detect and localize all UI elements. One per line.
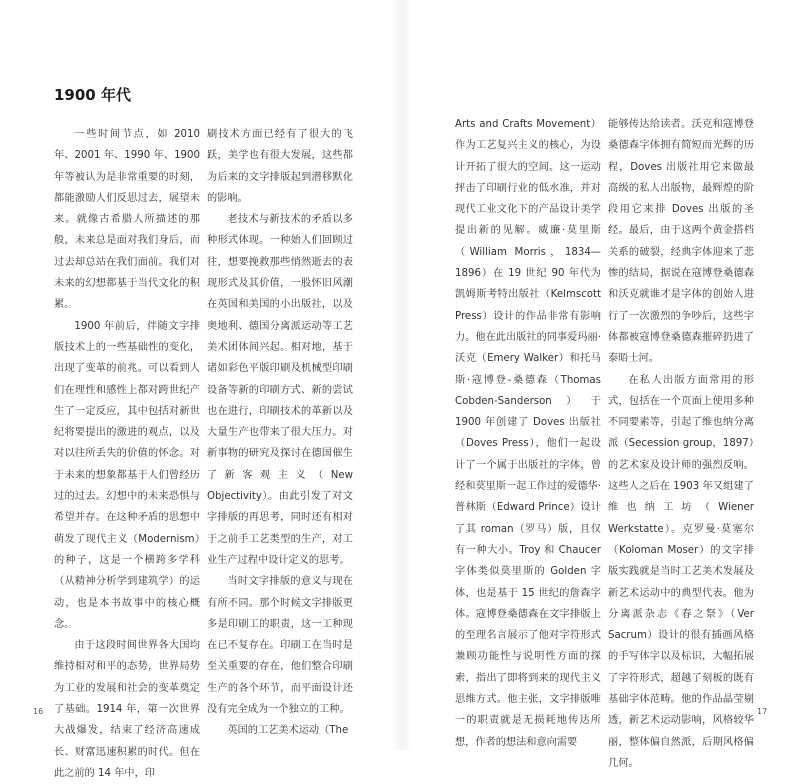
left-page-column-1	[54, 124, 200, 784]
paragraph: 老技术与新技术的矛盾以多种形式体现。一种始人们回顾过往，想要挽救那些悄然逝去的表现形式及其价值，一股怀旧风潮在英国和美国的小出版社，以及奥地利、德国分离派运动等工艺美术团体间兴起。相对地，基于诸如彩色平版印刷及机械型印刷设备等新的印刷方式、新的尝试也在进行，印刷技术的革新以及大量生产也带来了很大压力。对新事物的研究及探讨在德国催生了新客观主义（New Objectivity）。由此引发了对文字排版的再思考，同时还有相对于之前手工艺类型的生产，对工业生产过程中设计定义的思考。	[207, 214, 353, 566]
page-number-right: 17	[757, 707, 768, 716]
paragraph: 当时文字排版的意义与现在有所不同。那个时候文字排版更多是印刷工的职责，这一工种现在已不复存在。印刷工在当时是至关重要的存在，他们整合印刷生产的各个环节，而平面设计还没有完全成为一个独立的工种。	[207, 576, 353, 716]
paragraph: 能够传达给读者。沃克和寇博登桑德森字体拥有简短而光辉的历程，Doves 出版社用它来做最高级的私人出版物，最辉煌的阶段用它来排 Doves 出版的圣经。最后，由于这两个黄金搭档关系的破裂，经典字体迎来了悲惨的结局，据说在寇博登桑德森和沃克就谁才是字体的创始人进行了一次激烈的争吵后，这些字体都被寇博登桑德森摧碎扔进了泰晤士河。	[608, 119, 754, 365]
paragraph: 英国的工艺美术运动（The	[227, 725, 349, 737]
paragraph: 在私人出版方面常用的形式，包括在一个页面上使用多种不同要素等，引起了维也纳分离派（Secession group，1897）的艺术家及设计师的强烈反响。这些人之后在 1903 年又组建了维也纳工坊（Wiener Werkstatte）。克罗曼·莫塞尔（Koloman Moser）的文字排版实践就是当时工艺美术发展及新艺术运动中的典型代表。他为分离派杂志《春之祭》（Ver Sacrum）设计的很有插画风格的手写体字以及标识，大幅拓展了字符形式，超越了刻板的既有基础字体范畴。他的作品晶莹剔透，新艺术运动影响，风格较华丽，整体偏自然派，后期风格偏几何。	[608, 374, 754, 769]
paragraph: 1900 年前后，伴随文字排版技术上的一些基础性的变化，出现了变革的前兆。可以看到人们在理性和感性上都对跨世纪产生了一定反应，其中包括对新世纪将要提出的激进的观点，以及对以往所丢失的价值的怀念。对于未来的想象都基于人们曾经历过的过去。幻想中的未来恐惧与希望并存。在这种矛盾的思想中萌发了现代主义（Modernism）的种子，这是一个横跨多学科（从精神分析学到建筑学）的运动，也是本书故事中的核心概念。	[54, 320, 200, 630]
paragraph: 刷技术方面已经有了很大的飞跃，美学也有很大发展，这些都为后来的文字排版起到潜移默化的影响。	[207, 129, 353, 204]
paragraph: 一些时间节点，如 2010 年、2001 年、1990 年、1900 年等被认为是非常重要的时刻，都能激励人们反思过去，展望未来。就像古希腊人所描述的那般，未来总是面对我们身后，而过去却总站在我们面前。我们对未来的幻想都基于当代文化的积累。	[54, 129, 200, 311]
page-number-left: 16	[33, 707, 44, 716]
paragraph: 由于这段时间世界各大国均维持相对和平的态势，世界局势为工业的发展和社会的变革奠定了基础。1914 年，第一次世界大战爆发，结束了经济高速成长、财富迅速积累的时代。但在此之前的 14 年中，印	[54, 640, 200, 779]
left-page-column-2	[207, 124, 353, 742]
gutter-shadow	[392, 0, 412, 750]
right-page-column-2	[608, 114, 754, 774]
paragraph: Arts and Crafts Movement）作为工艺复兴主义的核心，为设计开拓了很大的空间。这一运动抨击了印刷行业的低水准，并对现代工业文化下的产品设计美学提出新的见解。威廉·莫里斯（William Morris，1834—1896）在 19 世纪 90 年代为凯姆斯考特出版社（Kelmscott Press）设计的作品非常有影响力。他在此出版社的同事爱玛丽·沃克（Emery Walker）和托马斯·寇博登-桑德森（Thomas Cobden-Sanderson）于 1900 年创建了 Doves 出版社（Doves Press），他们一起设计了一个属于出版社的字体，曾经和莫里斯一起工作过的爱德华·普林斯（Edward Prince）设计了其 roman（罗马）版，且仅有一种大小。Troy 和 Chaucer 字体类似莫里斯的 Golden 字体，也是基于 15 世纪的詹森字体。寇博登桑德森在文字排版上的至理名言展示了他对字符形式兼顾功能性与说明性方面的探索，指出了即将到来的现代主义思维方式。他主张，文字排版唯一的职责就是无损耗地传达所想，作者的想法和意向需要	[455, 119, 601, 748]
right-page-column-1	[455, 114, 601, 753]
section-heading: 1900 年代	[54, 86, 131, 104]
